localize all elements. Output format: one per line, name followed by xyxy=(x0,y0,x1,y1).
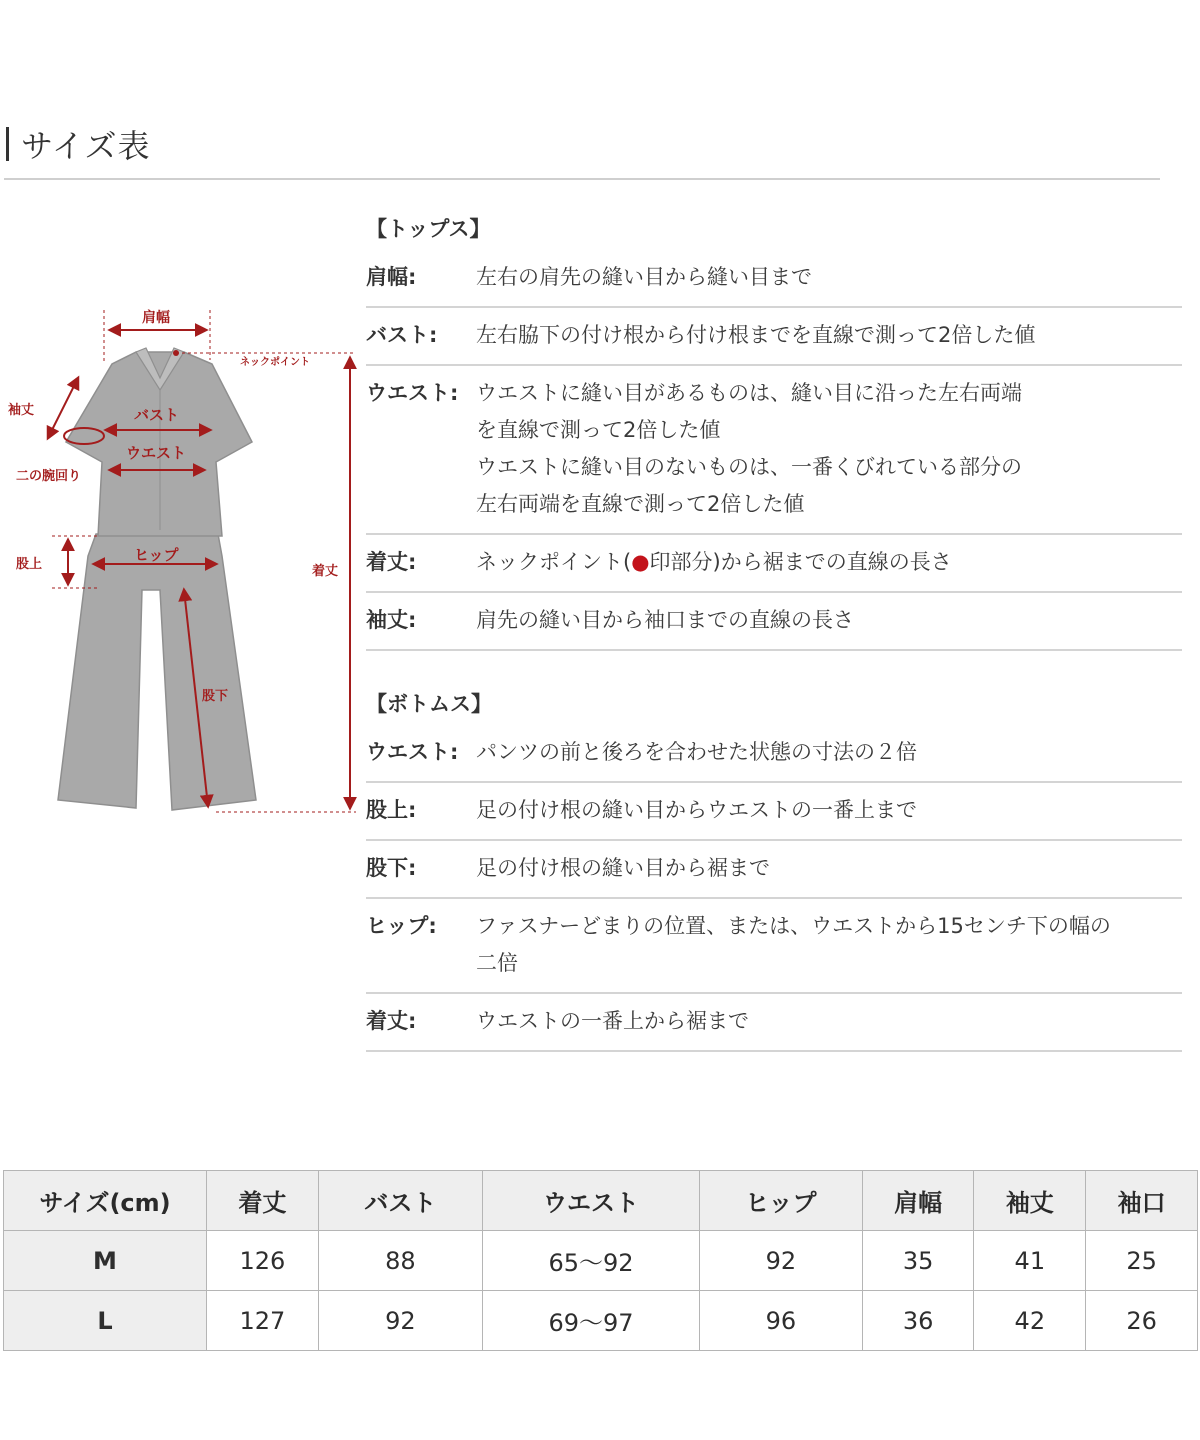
table-cell: 88 xyxy=(318,1231,482,1291)
row-label: 股下: xyxy=(366,856,417,880)
neck-point-dot xyxy=(173,350,179,356)
label-upper-arm: 二の腕回り xyxy=(16,469,82,484)
row-text-line: を直線で測って2倍した値 xyxy=(476,418,721,442)
label-length: 着丈 xyxy=(312,564,339,579)
row-text-line: ウエストに縫い目のないものは、一番くびれている部分の xyxy=(476,455,1022,479)
label-neck-point: ネックポイント xyxy=(240,357,310,368)
table-cell: 96 xyxy=(699,1291,862,1351)
bottoms-row-inseam xyxy=(366,841,1182,899)
table-cell: 42 xyxy=(974,1291,1086,1351)
label-inseam: 股下 xyxy=(202,689,229,704)
measurement-diagram xyxy=(0,290,362,830)
row-text: ウエストの一番上から裾まで xyxy=(476,1009,749,1033)
bottoms-row-hip xyxy=(366,899,1182,994)
table-cell: 26 xyxy=(1086,1291,1198,1351)
row-text xyxy=(476,908,1182,982)
col-header-shoulder: 肩幅 xyxy=(862,1171,974,1231)
col-header-sleeve: 袖丈 xyxy=(974,1171,1086,1231)
table-cell: 69～97 xyxy=(483,1291,700,1351)
row-label: 着丈: xyxy=(366,1009,417,1033)
tops-heading: 【トップス】 xyxy=(366,217,491,241)
table-cell: 36 xyxy=(862,1291,974,1351)
row-label: 袖丈: xyxy=(366,608,417,632)
row-text: 足の付け根の縫い目から裾まで xyxy=(476,856,770,880)
measurement-descriptions xyxy=(366,208,1182,1052)
row-text-line: 左右両端を直線で測って2倍した値 xyxy=(476,492,805,516)
table-cell: 41 xyxy=(974,1231,1086,1291)
title-accent-bar xyxy=(6,127,9,161)
table-cell: 126 xyxy=(207,1231,319,1291)
tops-row-length xyxy=(366,535,1182,593)
label-shoulder: 肩幅 xyxy=(142,310,170,326)
tops-row-bust xyxy=(366,308,1182,366)
col-header-size: サイズ(cm) xyxy=(4,1171,207,1231)
col-header-cuff: 袖口 xyxy=(1086,1171,1198,1231)
size-table xyxy=(3,1170,1198,1351)
table-header-row xyxy=(4,1171,1198,1231)
row-text-line: ファスナーどまりの位置、または、ウエストから15センチ下の幅の xyxy=(476,914,1111,938)
label-bust: バスト xyxy=(134,406,180,424)
bottoms-row-waist xyxy=(366,725,1182,783)
row-label: 股上: xyxy=(366,798,417,822)
row-text: 肩先の縫い目から袖口までの直線の長さ xyxy=(476,608,854,632)
tops-row-sleeve xyxy=(366,593,1182,651)
row-label: 肩幅: xyxy=(366,265,417,289)
row-label: バスト: xyxy=(366,323,438,347)
row-text xyxy=(476,375,1182,523)
table-row xyxy=(4,1291,1198,1351)
row-text-after: 印部分)から裾までの直線の長さ xyxy=(649,550,952,574)
label-rise: 股上 xyxy=(16,557,43,572)
row-text-line: ウエストに縫い目があるものは、縫い目に沿った左右両端 xyxy=(476,381,1022,405)
bottoms-heading: 【ボトムス】 xyxy=(366,692,492,716)
table-cell: 127 xyxy=(207,1291,319,1351)
row-text-before: ネックポイント( xyxy=(476,550,632,574)
page-title: サイズ表 xyxy=(21,127,151,165)
row-text-line: 二倍 xyxy=(476,951,518,975)
table-cell: 92 xyxy=(699,1231,862,1291)
red-dot-icon: ● xyxy=(631,550,650,574)
label-waist: ウエスト xyxy=(126,444,187,462)
row-text: パンツの前と後ろを合わせた状態の寸法の２倍 xyxy=(476,740,917,764)
table-row xyxy=(4,1231,1198,1291)
col-header-hip: ヒップ xyxy=(699,1171,862,1231)
table-cell: 25 xyxy=(1086,1231,1198,1291)
title-divider xyxy=(4,178,1160,180)
table-cell: 35 xyxy=(862,1231,974,1291)
row-text xyxy=(476,544,1182,581)
row-label: ウエスト: xyxy=(366,381,459,405)
table-cell: 65～92 xyxy=(483,1231,700,1291)
row-label: 着丈: xyxy=(366,550,417,574)
label-sleeve: 袖丈 xyxy=(8,403,35,418)
row-text: 左右の肩先の縫い目から縫い目まで xyxy=(476,265,812,289)
label-hip: ヒップ xyxy=(134,546,179,564)
row-text: 左右脇下の付け根から付け根までを直線で測って2倍した値 xyxy=(476,323,1036,347)
col-header-length: 着丈 xyxy=(207,1171,319,1231)
table-cell: 92 xyxy=(318,1291,482,1351)
bottoms-row-rise xyxy=(366,783,1182,841)
tops-row-waist xyxy=(366,366,1182,535)
table-cell-size: M xyxy=(4,1231,207,1291)
row-label: ヒップ: xyxy=(366,914,437,938)
page-header xyxy=(6,124,150,164)
pants-shape xyxy=(58,534,256,810)
row-text: 足の付け根の縫い目からウエストの一番上まで xyxy=(476,798,917,822)
bottoms-row-length xyxy=(366,994,1182,1052)
col-header-waist: ウエスト xyxy=(483,1171,700,1231)
table-cell-size: L xyxy=(4,1291,207,1351)
col-header-bust: バスト xyxy=(318,1171,482,1231)
row-label: ウエスト: xyxy=(366,740,459,764)
tops-row-shoulder xyxy=(366,250,1182,308)
